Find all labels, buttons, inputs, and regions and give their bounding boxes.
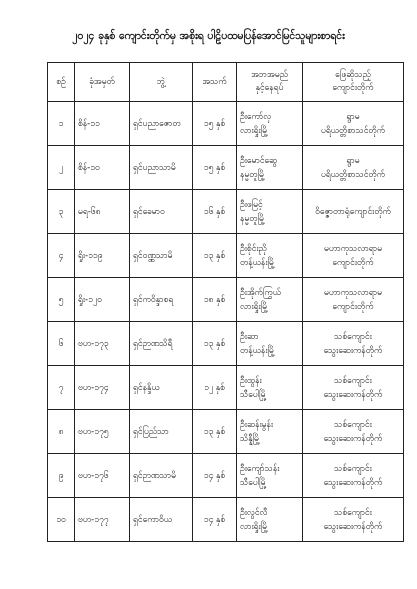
header-guardian-line2: နှင့်နေရပ် xyxy=(255,83,284,93)
cell-age: ၁၄ နှစ် xyxy=(193,498,237,542)
table-row xyxy=(48,366,404,410)
guardian-town: တန့်ယန်းမြို့ xyxy=(240,345,276,356)
cell-age: ၁၃ နှစ် xyxy=(193,234,237,278)
guardian-name: ဦးဆာ xyxy=(240,331,259,342)
cell-guardian xyxy=(237,190,303,234)
cell-guardian xyxy=(237,498,303,542)
cell-school xyxy=(303,322,404,366)
cell-index: ဗဟ-၁၇၅ xyxy=(75,410,130,454)
table-row xyxy=(48,278,404,322)
cell-name: ရှင်ကဝိန္ဒာစရ xyxy=(130,278,193,322)
cell-name: ရှင်ဉာဏသိရီ xyxy=(130,322,193,366)
cell-no: ၂ xyxy=(48,146,75,190)
cell-index: ဗဟ-၁၇၇ xyxy=(75,498,130,542)
cell-no: ၁ xyxy=(48,102,75,146)
guardian-name: ဦးမောင်ဆွေ xyxy=(240,155,278,166)
guardian-town: နမ္မတူမြို့ xyxy=(240,213,266,224)
cell-age: ၁၄ နှစ် xyxy=(193,454,237,498)
school-line2: သွေးဆေးကန်တိုက် xyxy=(323,345,383,356)
school-line1: မဟာကုသလာရာမ xyxy=(324,287,382,298)
cell-age: ၁၂ နှစ် xyxy=(193,366,237,410)
table-row xyxy=(48,190,404,234)
header-guardian xyxy=(237,63,303,102)
guardian-town: လားရှိုးမြို့ xyxy=(240,301,269,312)
header-no: စဉ် xyxy=(48,63,75,102)
table-row xyxy=(48,498,404,542)
cell-name: ရှင်ကောဝိယ xyxy=(130,498,193,542)
results-table xyxy=(47,62,404,542)
cell-age: ၁၆ နှစ် xyxy=(193,190,237,234)
cell-school xyxy=(303,234,404,278)
cell-index: ရှိုး-၁၂၀ xyxy=(75,278,130,322)
cell-no: ၇ xyxy=(48,366,75,410)
guardian-name: ဦးကော်လှ xyxy=(240,111,272,122)
cell-no: ၃ xyxy=(48,190,75,234)
guardian-name: ဦးကျော်သန်း xyxy=(240,463,280,474)
cell-index: စိန်-၁၀ xyxy=(75,146,130,190)
school-line1: သစ်ကျောင်း xyxy=(334,463,372,474)
cell-guardian xyxy=(237,278,303,322)
guardian-name: ဦးအိုက်ကြွယ် xyxy=(240,287,281,298)
cell-no: ၄ xyxy=(48,234,75,278)
table-row xyxy=(48,234,404,278)
school-line1: သစ်ကျောင်း xyxy=(334,419,372,430)
school-line1: ဝိဇ္ဇောတာရုံကျောင်းတိုက် xyxy=(315,206,391,217)
header-school-line1: ဖြေဆိုသည့် xyxy=(335,70,371,80)
cell-school xyxy=(303,410,404,454)
school-line2: သွေးဆေးကန်တိုက် xyxy=(323,521,383,532)
cell-age: ၁၃ နှစ် xyxy=(193,322,237,366)
cell-guardian xyxy=(237,410,303,454)
guardian-name: ဦးစိုင်းညို xyxy=(240,243,267,254)
guardian-town: သီပေါမြို့ xyxy=(240,389,267,400)
cell-index: ဗဟ-၁၇၄ xyxy=(75,366,130,410)
school-line2: သွေးဆေးကန်တိုက် xyxy=(323,389,383,400)
school-line2: သွေးဆေးကန်တိုက် xyxy=(323,433,383,444)
document-title: ၂၀၂၄ ခုနှစ် ကျောင်းတိုက်မှ အစိုးရ ပါဠိပထမပြန်အောင်မြင်သူများစာရင်း xyxy=(72,30,345,42)
guardian-town: လားရှိုးမြို့ xyxy=(240,125,269,136)
header-guardian-line1: အဘအမည် xyxy=(251,70,288,80)
header-index: ခုံအမှတ် xyxy=(75,63,130,102)
cell-guardian xyxy=(237,322,303,366)
cell-name: ရှင်နန္ဒိယ xyxy=(130,366,193,410)
table-row xyxy=(48,454,404,498)
cell-age: ၁၈ နှစ် xyxy=(193,278,237,322)
cell-name: ရှင်ဉာဏသာမိ xyxy=(130,454,193,498)
cell-guardian xyxy=(237,366,303,410)
cell-guardian xyxy=(237,146,303,190)
cell-no: ၁၀ xyxy=(48,498,75,542)
cell-no: ၆ xyxy=(48,322,75,366)
cell-index: ရှိုး-၁၁၉ xyxy=(75,234,130,278)
table-row xyxy=(48,322,404,366)
cell-school xyxy=(303,498,404,542)
school-line1: သစ်ကျောင်း xyxy=(334,507,372,518)
school-line1: ရွာမ xyxy=(346,111,360,122)
table-header-row xyxy=(48,63,404,102)
cell-name: ရှင်ပညာဇောတ xyxy=(130,102,193,146)
school-line1: သစ်ကျောင်း xyxy=(334,375,372,386)
table-row xyxy=(48,410,404,454)
guardian-name: ဦးလွင်လီ xyxy=(240,507,268,518)
cell-age: ၁၅ နှစ် xyxy=(193,146,237,190)
cell-name: ရှင်ဝဏ္ဏသာမိ xyxy=(130,234,193,278)
cell-no: ၉ xyxy=(48,454,75,498)
guardian-name: ဦးထွန်း xyxy=(240,375,262,386)
cell-age: ၁၅ နှစ် xyxy=(193,102,237,146)
cell-school xyxy=(303,146,404,190)
cell-school xyxy=(303,190,404,234)
cell-name: ရှင်ခေမာဝ xyxy=(130,190,193,234)
guardian-town: လားရှိုးမြို့ xyxy=(240,521,269,532)
school-line2: သွေးဆေးကန်တိုက် xyxy=(323,477,383,488)
cell-school xyxy=(303,278,404,322)
cell-guardian xyxy=(237,102,303,146)
table-row xyxy=(48,146,404,190)
header-age: အသက် xyxy=(193,63,237,102)
school-line1: မဟာကုသလာရာမ xyxy=(324,243,382,254)
guardian-town: နမ္မတူမြို့ xyxy=(240,169,266,180)
header-school xyxy=(303,63,404,102)
cell-index: မရ-၆၈ xyxy=(75,190,130,234)
school-line1: သစ်ကျောင်း xyxy=(334,331,372,342)
header-school-line2: ကျောင်းတိုက် xyxy=(332,83,374,93)
school-line2: ကျောင်းတိုက် xyxy=(332,257,374,268)
guardian-town: သိန္နီမြို့ xyxy=(240,433,261,444)
school-line2: ပရိယတ္တိစာသင်တိုက် xyxy=(320,169,386,180)
cell-index: ဗဟ-၁၇၆ xyxy=(75,454,130,498)
cell-name: ရှင်ပြည်သာ xyxy=(130,410,193,454)
cell-school xyxy=(303,366,404,410)
cell-name: ရှင်ပညာသာမိ xyxy=(130,146,193,190)
guardian-town: သီပေါမြို့ xyxy=(240,477,267,488)
guardian-name: ဦးဆန်းမွန်း xyxy=(240,419,274,430)
cell-index: စိန်-၁၁ xyxy=(75,102,130,146)
school-line2: ကျောင်းတိုက် xyxy=(332,301,374,312)
header-name: ဘွဲ့ xyxy=(130,63,193,102)
cell-no: ၈ xyxy=(48,410,75,454)
guardian-town: တန့်ယန်းမြို့ xyxy=(240,257,276,268)
guardian-name: ဦးဖမြင့် xyxy=(240,199,263,210)
cell-school xyxy=(303,102,404,146)
cell-index: ဗဟ-၁၇၃ xyxy=(75,322,130,366)
cell-no: ၅ xyxy=(48,278,75,322)
table-row xyxy=(48,102,404,146)
cell-guardian xyxy=(237,454,303,498)
cell-guardian xyxy=(237,234,303,278)
cell-age: ၁၃ နှစ် xyxy=(193,410,237,454)
cell-school xyxy=(303,454,404,498)
school-line2: ပရိယတ္တိစာသင်တိုက် xyxy=(320,125,386,136)
school-line1: ရွာမ xyxy=(346,155,360,166)
